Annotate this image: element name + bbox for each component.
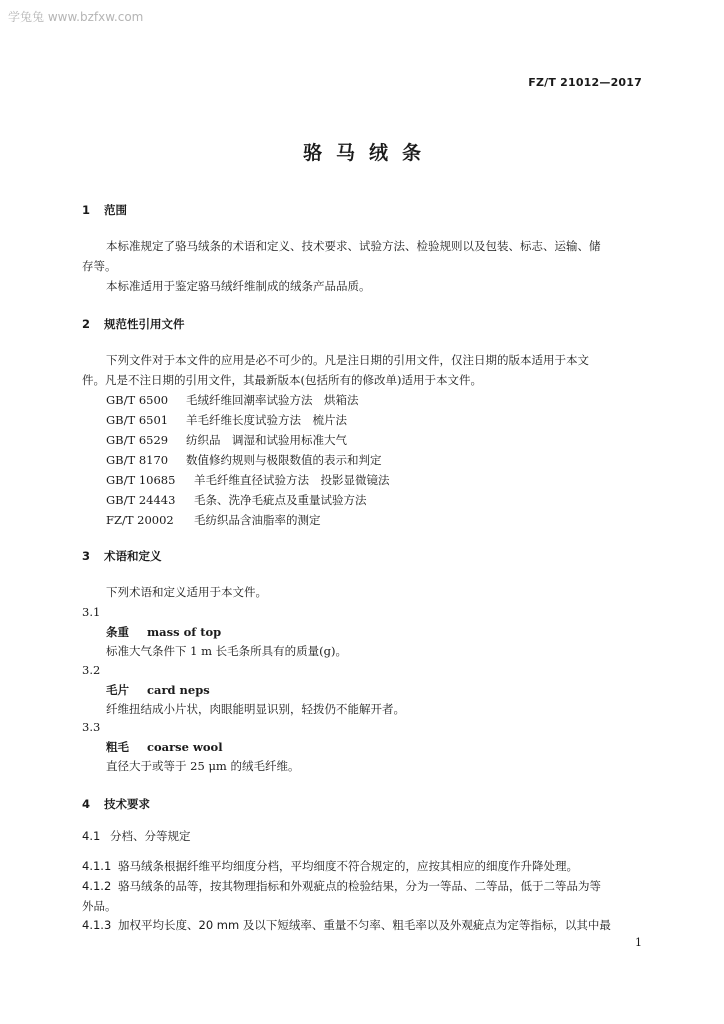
section-title: 规范性引用文件 bbox=[104, 317, 185, 331]
reference-title: 纺织品 调湿和试验用标准大气 bbox=[186, 433, 347, 447]
term-definition: 标准大气条件下 1 m 长毛条所具有的质量(g)。 bbox=[106, 644, 348, 658]
section-title: 技术要求 bbox=[104, 797, 150, 811]
section-number: 4 bbox=[82, 797, 91, 811]
term-english: card neps bbox=[147, 683, 210, 697]
reference-item bbox=[106, 412, 347, 428]
term-chinese: 条重 bbox=[106, 625, 129, 639]
reference-code: GB/T 10685 bbox=[106, 473, 176, 487]
term-number: 3.2 bbox=[82, 663, 101, 677]
reference-title: 羊毛纤维直径试验方法 投影显微镜法 bbox=[194, 473, 390, 487]
reference-item bbox=[106, 392, 359, 408]
clause-number: 4.1.2 bbox=[82, 879, 112, 893]
scope-paragraph-1-line-2: 存等。 bbox=[82, 259, 117, 273]
reference-title: 数值修约规则与极限数值的表示和判定 bbox=[186, 453, 382, 467]
section-3-heading bbox=[82, 548, 162, 564]
term-definition: 直径大于或等于 25 μm 的绒毛纤维。 bbox=[106, 759, 300, 773]
section-number: 3 bbox=[82, 549, 91, 563]
reference-title: 羊毛纤维长度试验方法 梳片法 bbox=[186, 413, 347, 427]
references-intro-line-2: 件。凡是不注日期的引用文件，其最新版本(包括所有的修改单)适用于本文件。 bbox=[82, 373, 482, 387]
term-heading bbox=[106, 682, 210, 698]
clause-text: 骆马绒条根据纤维平均细度分档，平均细度不符合规定的，应按其相应的细度作升降处理。 bbox=[118, 859, 578, 873]
reference-title: 毛条、洗净毛疵点及重量试验方法 bbox=[194, 493, 367, 507]
term-chinese: 毛片 bbox=[106, 683, 129, 697]
standard-code: FZ/T 21012—2017 bbox=[528, 76, 642, 89]
clause-4-1-2 bbox=[82, 878, 601, 894]
references-intro-line-1: 下列文件对于本文件的应用是必不可少的。凡是注日期的引用文件，仅注日期的版本适用于本文 bbox=[106, 353, 589, 367]
reference-item bbox=[106, 452, 382, 468]
reference-title: 毛绒纤维回潮率试验方法 烘箱法 bbox=[186, 393, 359, 407]
reference-code: GB/T 8170 bbox=[106, 453, 169, 467]
subsection-number: 4.1 bbox=[82, 829, 101, 843]
section-2-heading bbox=[82, 316, 185, 332]
terms-intro: 下列术语和定义适用于本文件。 bbox=[106, 585, 267, 599]
reference-title: 毛纺织品含油脂率的测定 bbox=[194, 513, 321, 527]
reference-item bbox=[106, 472, 390, 488]
clause-4-1-3 bbox=[82, 917, 611, 933]
term-number: 3.1 bbox=[82, 605, 101, 619]
term-chinese: 粗毛 bbox=[106, 740, 129, 754]
section-4-heading bbox=[82, 796, 150, 812]
page-number: 1 bbox=[635, 936, 642, 949]
document-title: 骆马绒条 bbox=[302, 142, 435, 164]
subsection-4-1-heading bbox=[82, 828, 191, 844]
reference-item bbox=[106, 512, 321, 528]
section-number: 2 bbox=[82, 317, 91, 331]
term-heading bbox=[106, 739, 223, 755]
term-english: mass of top bbox=[147, 625, 222, 639]
section-1-heading bbox=[82, 202, 127, 218]
subsection-title: 分档、分等规定 bbox=[110, 829, 191, 843]
clause-4-1-1 bbox=[82, 858, 578, 874]
clause-4-1-2-continuation: 外品。 bbox=[82, 899, 117, 913]
term-heading bbox=[106, 624, 221, 640]
term-number: 3.3 bbox=[82, 720, 101, 734]
section-number: 1 bbox=[82, 203, 91, 217]
scope-paragraph-2: 本标准适用于鉴定骆马绒纤维制成的绒条产品品质。 bbox=[106, 279, 371, 293]
section-title: 范围 bbox=[104, 203, 127, 217]
term-definition: 纤维扭结成小片状，肉眼能明显识别，轻拨仍不能解开者。 bbox=[106, 702, 405, 716]
reference-code: GB/T 24443 bbox=[106, 493, 176, 507]
clause-text: 骆马绒条的品等，按其物理指标和外观疵点的检验结果，分为一等品、二等品，低于二等品为等 bbox=[118, 879, 601, 893]
reference-item bbox=[106, 492, 367, 508]
section-title: 术语和定义 bbox=[104, 549, 162, 563]
clause-number: 4.1.1 bbox=[82, 859, 112, 873]
reference-code: GB/T 6529 bbox=[106, 433, 169, 447]
reference-code: GB/T 6501 bbox=[106, 413, 169, 427]
scope-paragraph-1-line-1: 本标准规定了骆马绒条的术语和定义、技术要求、试验方法、检验规则以及包装、标志、运输、储 bbox=[106, 239, 601, 253]
reference-code: GB/T 6500 bbox=[106, 393, 169, 407]
clause-text: 加权平均长度、20 mm 及以下短绒率、重量不匀率、粗毛率以及外观疵点为定等指标，以其中最 bbox=[118, 918, 611, 932]
clause-number: 4.1.3 bbox=[82, 918, 112, 932]
watermark: 学兔兔 www.bzfxw.com bbox=[8, 10, 144, 24]
term-english: coarse wool bbox=[147, 740, 223, 754]
reference-item bbox=[106, 432, 347, 448]
reference-code: FZ/T 20002 bbox=[106, 513, 174, 527]
